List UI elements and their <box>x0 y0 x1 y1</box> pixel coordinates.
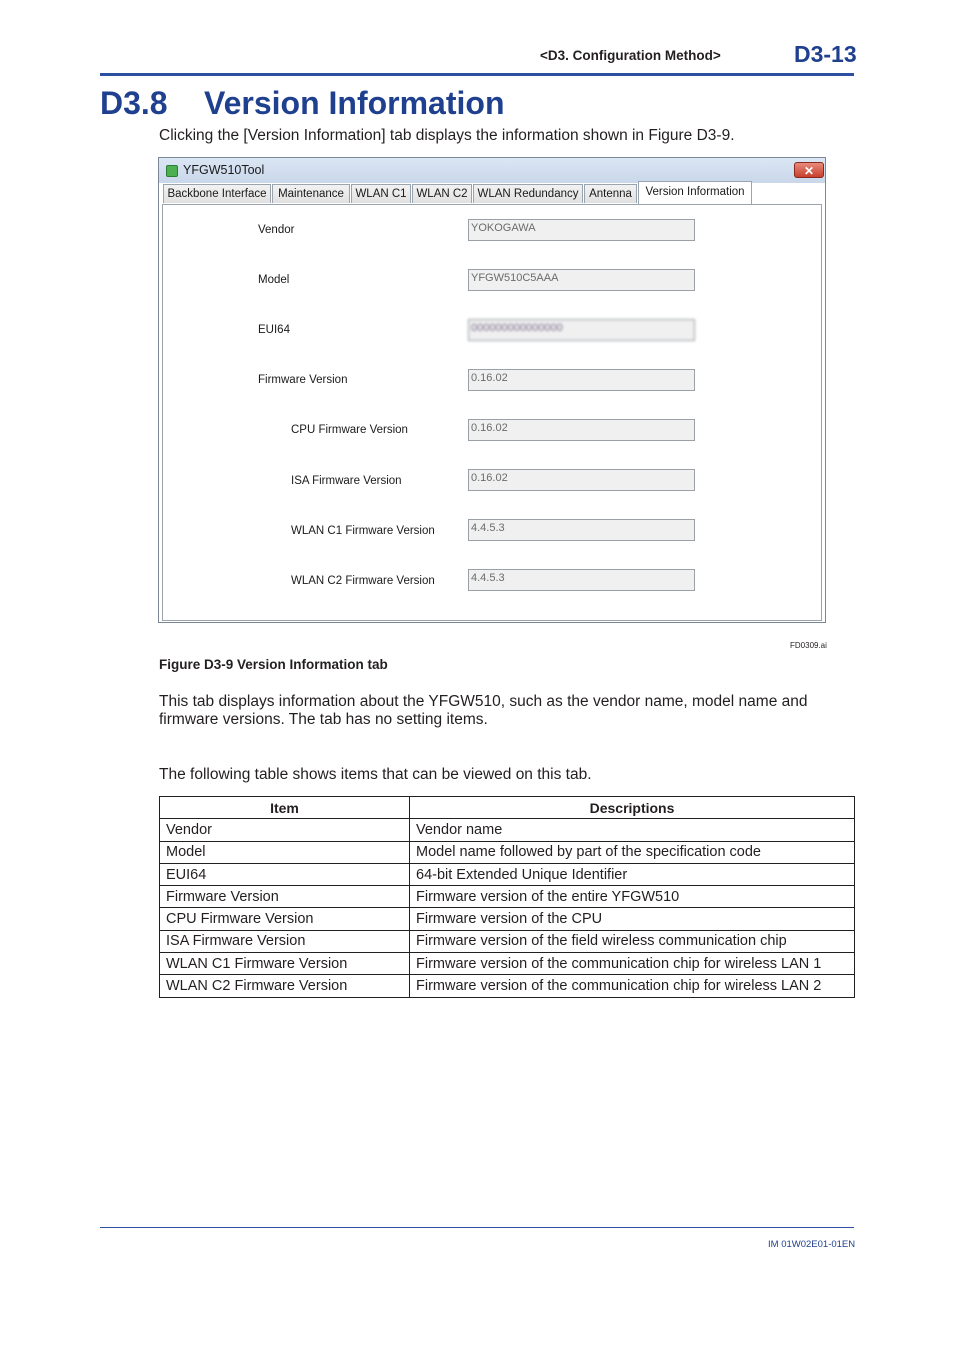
field-label-wlan-c2-firmware-version: WLAN C2 Firmware Version <box>291 575 435 587</box>
table-row <box>160 930 855 952</box>
table-cell-description: Firmware version of the CPU <box>410 908 855 930</box>
footer-rule <box>100 1227 854 1228</box>
table-cell-description: Firmware version of the entire YFGW510 <box>410 886 855 908</box>
field-label-isa-firmware-version: ISA Firmware Version <box>291 475 402 487</box>
wlan-c1-firmware-version-field: 4.4.5.3 <box>468 519 695 541</box>
window-titlebar <box>159 158 825 183</box>
tab-version-information[interactable]: Version Information <box>638 181 752 204</box>
tab-wlan-c1[interactable]: WLAN C1 <box>351 184 411 203</box>
vendor-field: YOKOGAWA <box>468 219 695 241</box>
field-label-eui64: EUI64 <box>258 324 290 336</box>
table-cell-item: WLAN C2 Firmware Version <box>160 975 410 997</box>
intro-paragraph: Clicking the [Version Information] tab displays the information shown in Figure D3-9. <box>159 127 735 144</box>
table-cell-description: Firmware version of the communication chip for wireless LAN 1 <box>410 953 855 975</box>
field-label-firmware-version: Firmware Version <box>258 374 348 386</box>
field-label-vendor: Vendor <box>258 224 295 236</box>
table-row <box>160 863 855 885</box>
table-cell-item: ISA Firmware Version <box>160 930 410 952</box>
window-title: YFGW510Tool <box>183 163 265 177</box>
tab-antenna[interactable]: Antenna <box>584 184 637 203</box>
table-row <box>160 819 855 841</box>
section-number: D3.8 <box>100 85 168 121</box>
field-label-cpu-firmware-version: CPU Firmware Version <box>291 424 408 436</box>
header-rule <box>100 73 854 76</box>
field-label-model: Model <box>258 274 290 286</box>
tab-maintenance[interactable]: Maintenance <box>272 184 350 203</box>
model-field: YFGW510C5AAA <box>468 269 695 291</box>
app-icon <box>166 165 178 177</box>
table-row <box>160 886 855 908</box>
table-cell-description: 64-bit Extended Unique Identifier <box>410 863 855 885</box>
cpu-firmware-version-field: 0.16.02 <box>468 419 695 441</box>
table-cell-item: Vendor <box>160 819 410 841</box>
table-cell-description: Model name followed by part of the specification code <box>410 841 855 863</box>
table-cell-description: Vendor name <box>410 819 855 841</box>
table-row <box>160 953 855 975</box>
tab-wlan-c2[interactable]: WLAN C2 <box>412 184 472 203</box>
section-title: Version Information <box>204 85 505 121</box>
isa-firmware-version-field: 0.16.02 <box>468 469 695 491</box>
eui64-field: 000000000000000 <box>468 319 695 341</box>
wlan-c2-firmware-version-field: 4.4.5.3 <box>468 569 695 591</box>
page-number: D3-13 <box>794 41 857 67</box>
close-icon[interactable]: ✕ <box>794 162 824 178</box>
table-cell-item: WLAN C1 Firmware Version <box>160 953 410 975</box>
items-table <box>159 796 855 998</box>
body-paragraph-line-1: This tab displays information about the YFGW510, such as the vendor name, model name and <box>159 693 808 710</box>
table-cell-description: Firmware version of the field wireless communication chip <box>410 930 855 952</box>
table-header-row <box>160 797 855 819</box>
table-cell-item: Firmware Version <box>160 886 410 908</box>
table-intro-paragraph: The following table shows items that can be viewed on this tab. <box>159 766 592 783</box>
firmware-version-field: 0.16.02 <box>468 369 695 391</box>
tab-wlan-redundancy[interactable]: WLAN Redundancy <box>473 184 583 203</box>
figure-file-id: FD0309.ai <box>790 641 827 650</box>
table-cell-item: EUI64 <box>160 863 410 885</box>
table-row <box>160 975 855 997</box>
document-number: IM 01W02E01-01EN <box>768 1239 856 1250</box>
table-row <box>160 908 855 930</box>
field-label-wlan-c1-firmware-version: WLAN C1 Firmware Version <box>291 525 435 537</box>
body-paragraph-line-2: firmware versions. The tab has no setting items. <box>159 711 488 728</box>
version-info-panel <box>162 204 822 621</box>
table-cell-item: CPU Firmware Version <box>160 908 410 930</box>
column-header-item: Item <box>160 797 410 819</box>
tab-backbone-interface[interactable]: Backbone Interface <box>163 184 271 203</box>
table-row <box>160 841 855 863</box>
column-header-descriptions: Descriptions <box>410 797 855 819</box>
running-header-section: <D3. Configuration Method> <box>540 48 721 63</box>
figure-caption: Figure D3-9 Version Information tab <box>159 657 388 672</box>
tool-window <box>158 157 826 623</box>
table-cell-item: Model <box>160 841 410 863</box>
table-cell-description: Firmware version of the communication chip for wireless LAN 2 <box>410 975 855 997</box>
